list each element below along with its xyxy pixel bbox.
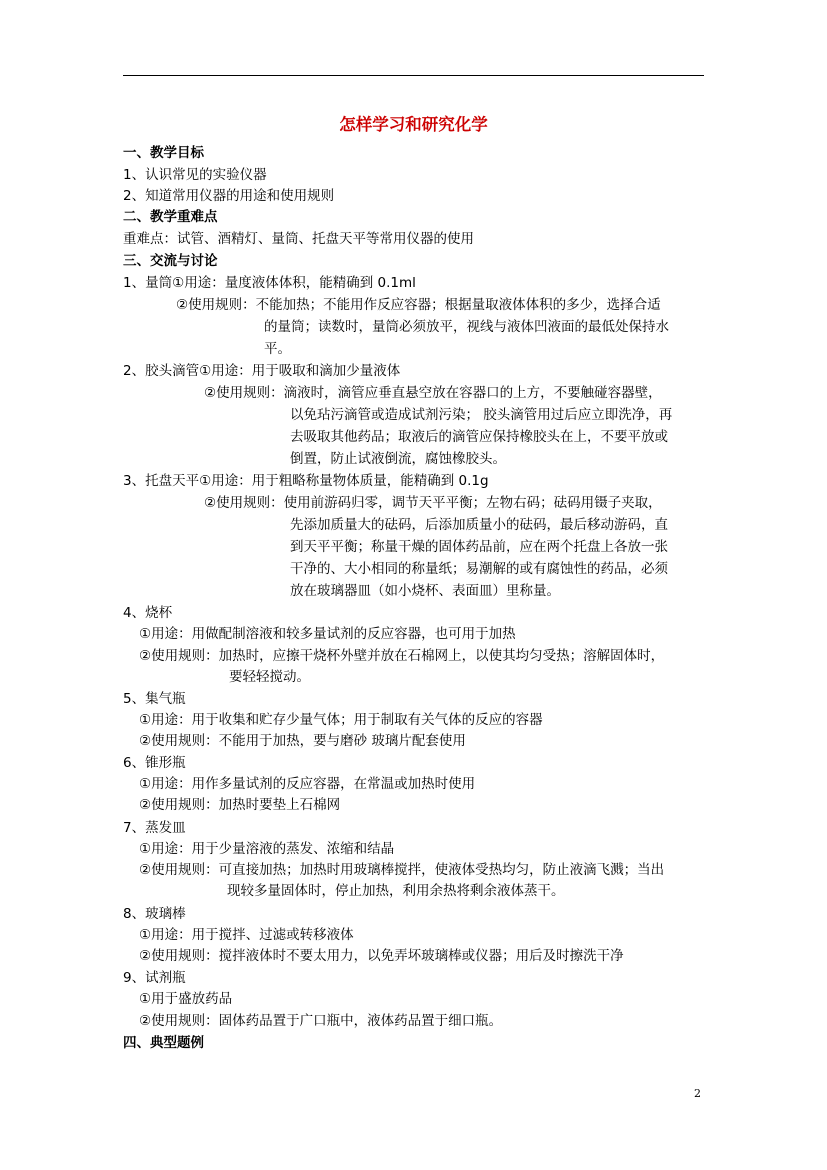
text-line: 现较多量固体时，停止加热，利用余热将剩余液体蒸干。 <box>227 883 565 899</box>
text-line: 的量筒；读数时，量筒必须放平，视线与液体凹液面的最低处保持水 <box>264 319 669 335</box>
item-heading: 4、烧杯 <box>123 605 173 621</box>
section-heading: 四、典型题例 <box>123 1035 204 1051</box>
item-heading: 7、蒸发皿 <box>123 820 186 836</box>
text-line: ①用途：用于收集和贮存少量气体；用于制取有关气体的反应的容器 <box>139 712 543 728</box>
item-heading: 1、量筒①用途：量度液体体积，能精确到 0.1ml <box>123 275 416 291</box>
text-line: ②使用规则：固体药品置于广口瓶中，液体药品置于细口瓶。 <box>139 1013 503 1029</box>
item-heading: 5、集气瓶 <box>123 691 186 707</box>
item-heading: 2、胶头滴管①用途：用于吸取和滴加少量液体 <box>123 363 401 379</box>
text-line: 要轻轻搅动。 <box>229 669 310 685</box>
text-line: ②使用规则：使用前游码归零，调节天平平衡；左物右码；砝码用镊子夹取， <box>204 495 662 511</box>
text-line: ②使用规则：加热时，应擦干烧杯外壁并放在石棉网上，以使其均匀受热；溶解固体时， <box>139 648 665 664</box>
text-line: ①用于盛放药品 <box>139 991 233 1007</box>
text-line: ①用途：用作多量试剂的反应容器，在常温或加热时使用 <box>139 776 476 792</box>
text-line: 2、知道常用仪器的用途和使用规则 <box>123 188 335 204</box>
text-line: 重难点：试管、酒精灯、量筒、托盘天平等常用仪器的使用 <box>123 231 474 247</box>
text-line: 倒置，防止试液倒流，腐蚀橡胶头。 <box>290 451 506 467</box>
item-heading: 9、试剂瓶 <box>123 970 186 986</box>
text-line: ②使用规则：加热时要垫上石棉网 <box>139 797 341 813</box>
header-rule <box>123 75 704 76</box>
page-number: 2 <box>694 1087 701 1100</box>
text-line: 1、认识常见的实验仪器 <box>123 167 267 183</box>
item-heading: 3、托盘天平①用途：用于粗略称量物体质量，能精确到 0.1g <box>123 473 489 489</box>
text-line: 干净的、大小相同的称量纸；易潮解的或有腐蚀性的药品，必须 <box>290 561 668 577</box>
page-title: 怎样学习和研究化学 <box>339 115 488 134</box>
text-line: ②使用规则：可直接加热；加热时用玻璃棒搅拌，使液体受热均匀，防止液滴飞溅；当出 <box>139 862 665 878</box>
text-line: ①用途：用于少量溶液的蒸发、浓缩和结晶 <box>139 841 395 857</box>
text-line: 去吸取其他药品；取液后的滴管应保持橡胶头在上，不要平放或 <box>290 429 668 445</box>
item-heading: 8、玻璃棒 <box>123 906 186 922</box>
text-line: ②使用规则：滴液时，滴管应垂直悬空放在容器口的上方，不要触碰容器壁， <box>204 385 662 401</box>
text-line: ①用途：用于搅拌、过滤或转移液体 <box>139 927 354 943</box>
text-line: 平。 <box>264 341 291 357</box>
section-heading: 一、教学目标 <box>123 145 204 161</box>
text-line: ②使用规则：搅拌液体时不要太用力，以免弄坏玻璃棒或仪器；用后及时擦洗干净 <box>139 948 624 964</box>
text-line: 以免玷污滴管或造成试剂污染； 胶头滴管用过后应立即洗净，再 <box>290 407 673 423</box>
section-heading: 三、交流与讨论 <box>123 253 218 269</box>
section-heading: 二、教学重难点 <box>123 209 218 225</box>
text-line: 到天平平衡；称量干燥的固体药品前，应在两个托盘上各放一张 <box>290 539 668 555</box>
item-heading: 6、锥形瓶 <box>123 755 186 771</box>
text-line: 放在玻璃器皿（如小烧杯、表面皿）里称量。 <box>290 583 560 599</box>
text-line: ②使用规则：不能加热；不能用作反应容器；根据量取液体体积的多少，选择合适 <box>176 297 661 313</box>
text-line: ②使用规则：不能用于加热，要与磨砂 玻璃片配套使用 <box>139 733 466 749</box>
text-line: ①用途：用做配制溶液和较多量试剂的反应容器，也可用于加热 <box>139 626 516 642</box>
text-line: 先添加质量大的砝码，后添加质量小的砝码，最后移动游码，直 <box>290 517 668 533</box>
